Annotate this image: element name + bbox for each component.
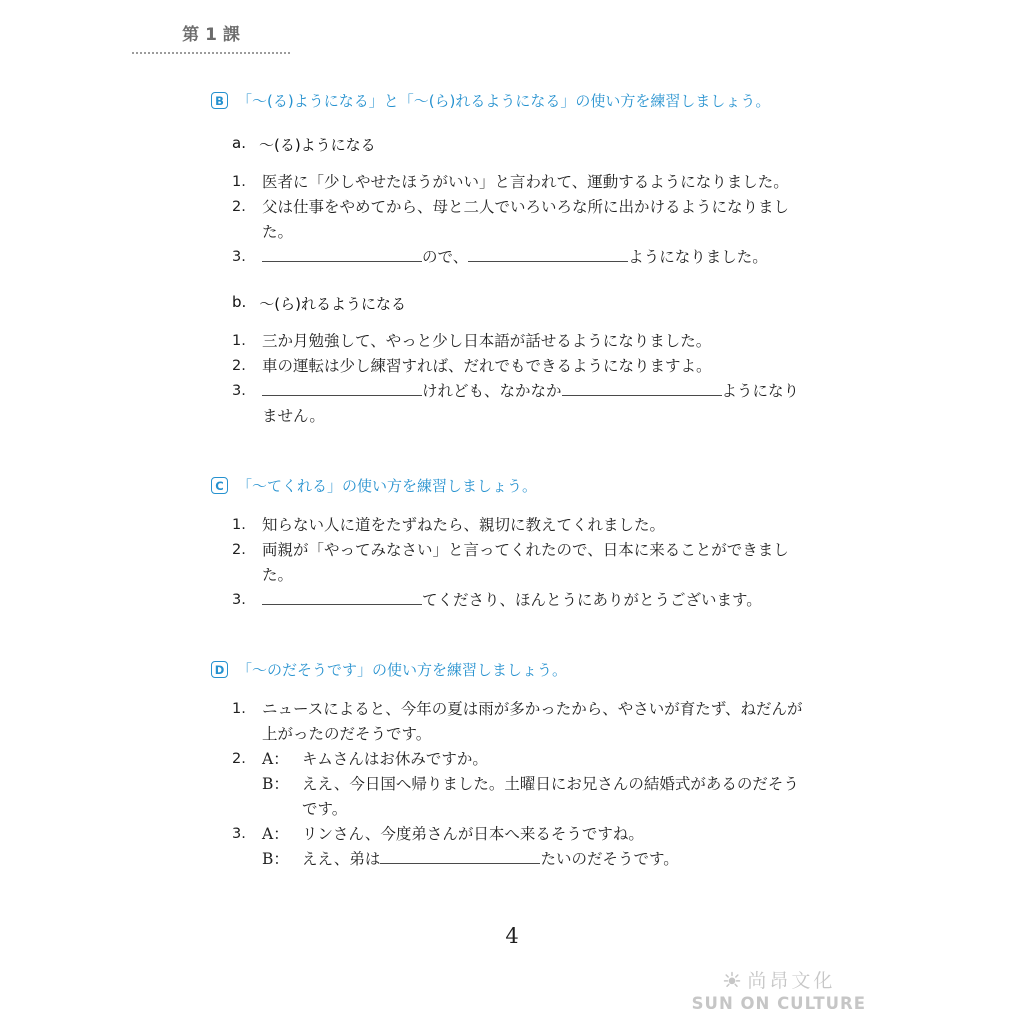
dialogue-speaker: A： bbox=[262, 825, 289, 843]
section-badge: C bbox=[211, 477, 228, 494]
dialogue-text bbox=[302, 747, 803, 772]
subsection bbox=[211, 293, 803, 429]
dialogue-speaker: B： bbox=[262, 775, 289, 793]
dialogue-line bbox=[262, 747, 803, 772]
lesson-header bbox=[132, 20, 290, 54]
section-badge: B bbox=[211, 92, 228, 109]
section-heading bbox=[211, 659, 803, 680]
exercise-item bbox=[232, 538, 803, 588]
item-number: 2. bbox=[232, 751, 246, 767]
item-body bbox=[262, 354, 803, 379]
subsection-label: a. bbox=[232, 134, 246, 152]
item-number: 3. bbox=[232, 592, 246, 608]
subsection-heading bbox=[232, 134, 803, 155]
sentence-text: 両親が「やってみなさい」と言ってくれたので、日本に来ることができました。 bbox=[262, 541, 789, 584]
item-body bbox=[262, 379, 803, 429]
sentence-text: 父は仕事をやめてから、母と二人でいろいろな所に出かけるようになりました。 bbox=[262, 198, 790, 241]
publisher-logo-line1 bbox=[722, 966, 835, 993]
sentence-text: ようになりません。 bbox=[262, 382, 800, 425]
section-title: 「〜(る)ようになる」と「〜(ら)れるようになる」の使い方を練習しましょう。 bbox=[237, 92, 771, 110]
item-number: 3. bbox=[232, 383, 246, 399]
item-number: 2. bbox=[232, 358, 246, 374]
exercise-section bbox=[211, 659, 803, 872]
item-number: 2. bbox=[232, 199, 246, 215]
sentence-text: たいのだそうです。 bbox=[540, 850, 679, 868]
sentence-text: 知らない人に道をたずねたら、親切に教えてくれました。 bbox=[262, 516, 666, 534]
item-number: 1. bbox=[232, 333, 246, 349]
sentence-text: ニュースによると、今年の夏は雨が多かったから、やさいが育たず、ねだんが上がったのだそうです。 bbox=[262, 700, 803, 743]
exercise-item bbox=[232, 354, 803, 379]
dotted-rule bbox=[132, 52, 290, 54]
item-body bbox=[262, 245, 803, 270]
exercise-item bbox=[232, 195, 803, 245]
sentence-text: てくださり、ほんとうにありがとうございます。 bbox=[422, 591, 762, 609]
answer-blank bbox=[262, 590, 422, 605]
item-number: 1. bbox=[232, 174, 246, 190]
item-body bbox=[262, 513, 803, 538]
publisher-name-en: SUN ON CULTURE bbox=[691, 994, 866, 1013]
sentence-text: 医者に「少しやせたほうがいい」と言われて、運動するようになりました。 bbox=[262, 173, 789, 191]
answer-blank bbox=[262, 381, 422, 396]
item-body bbox=[262, 747, 803, 822]
sentence-text: ようになりました。 bbox=[628, 248, 768, 266]
dialogue-line bbox=[262, 822, 803, 847]
page-number: 4 bbox=[505, 924, 519, 948]
item-body bbox=[262, 538, 803, 588]
sentence-text: キムさんはお休みですか。 bbox=[302, 750, 488, 768]
publisher-name-cjk: 尚昂文化 bbox=[747, 970, 836, 992]
sentence-text: けれども、なかなか bbox=[422, 382, 562, 400]
sentence-text: ので、 bbox=[422, 248, 469, 266]
item-list bbox=[211, 513, 803, 613]
item-list bbox=[211, 697, 803, 872]
item-number: 2. bbox=[232, 542, 246, 558]
exercise-item bbox=[232, 822, 803, 872]
item-number: 3. bbox=[232, 249, 246, 265]
exercise-item bbox=[232, 329, 803, 354]
exercise-section bbox=[211, 90, 803, 429]
subsection-label: b. bbox=[232, 293, 247, 311]
item-body bbox=[262, 195, 803, 245]
exercise-section bbox=[211, 475, 803, 613]
subsection bbox=[211, 134, 803, 270]
sentence-text: リンさん、今度弟さんが日本へ来るそうですね。 bbox=[302, 825, 644, 843]
dialogue-text bbox=[302, 772, 803, 822]
dialogue-speaker: A： bbox=[262, 750, 289, 768]
exercise-item bbox=[232, 170, 803, 195]
exercise-item bbox=[232, 513, 803, 538]
sentence-text: 車の運転は少し練習すれば、だれでもできるようになりますよ。 bbox=[262, 357, 712, 375]
exercise-sections bbox=[211, 90, 803, 872]
section-badge: D bbox=[211, 661, 228, 678]
lesson-title: 第1課 bbox=[182, 25, 246, 45]
dialogue-text bbox=[302, 822, 803, 847]
exercise-item bbox=[232, 245, 803, 270]
subsection-heading bbox=[232, 293, 803, 314]
item-body bbox=[262, 170, 803, 195]
dialogue-line bbox=[262, 772, 803, 822]
item-number: 1. bbox=[232, 701, 246, 717]
answer-blank bbox=[262, 247, 422, 262]
publisher-logo bbox=[692, 966, 866, 1013]
item-body bbox=[262, 822, 803, 872]
answer-blank bbox=[562, 381, 722, 396]
item-number: 1. bbox=[232, 517, 246, 533]
subsection-title: 〜(ら)れるようになる bbox=[259, 295, 407, 313]
section-title: 「〜てくれる」の使い方を練習しましょう。 bbox=[237, 477, 538, 495]
item-list bbox=[211, 329, 803, 429]
sentence-text: ええ、今日国へ帰りました。土曜日にお兄さんの結婚式があるのだそうです。 bbox=[302, 775, 799, 818]
dialogue-text bbox=[302, 847, 803, 872]
exercise-item bbox=[232, 588, 803, 613]
item-body bbox=[262, 697, 803, 747]
section-heading bbox=[211, 90, 803, 111]
exercise-item bbox=[232, 379, 803, 429]
sentence-text: ええ、弟は bbox=[302, 850, 381, 868]
item-body bbox=[262, 329, 803, 354]
answer-blank bbox=[380, 849, 540, 864]
item-number: 3. bbox=[232, 826, 246, 842]
sentence-text: 三か月勉強して、やっと少し日本語が話せるようになりました。 bbox=[262, 332, 712, 350]
dialogue-speaker: B： bbox=[262, 850, 289, 868]
dialogue-line bbox=[262, 847, 803, 872]
exercise-item bbox=[232, 747, 803, 822]
subsection-title: 〜(る)ようになる bbox=[258, 136, 376, 154]
item-list bbox=[211, 170, 803, 270]
exercise-item bbox=[232, 697, 803, 747]
section-title: 「〜のだそうです」の使い方を練習しましょう。 bbox=[237, 661, 568, 679]
item-body bbox=[262, 588, 803, 613]
answer-blank bbox=[468, 247, 628, 262]
sun-icon bbox=[722, 970, 742, 990]
section-heading bbox=[211, 475, 803, 496]
